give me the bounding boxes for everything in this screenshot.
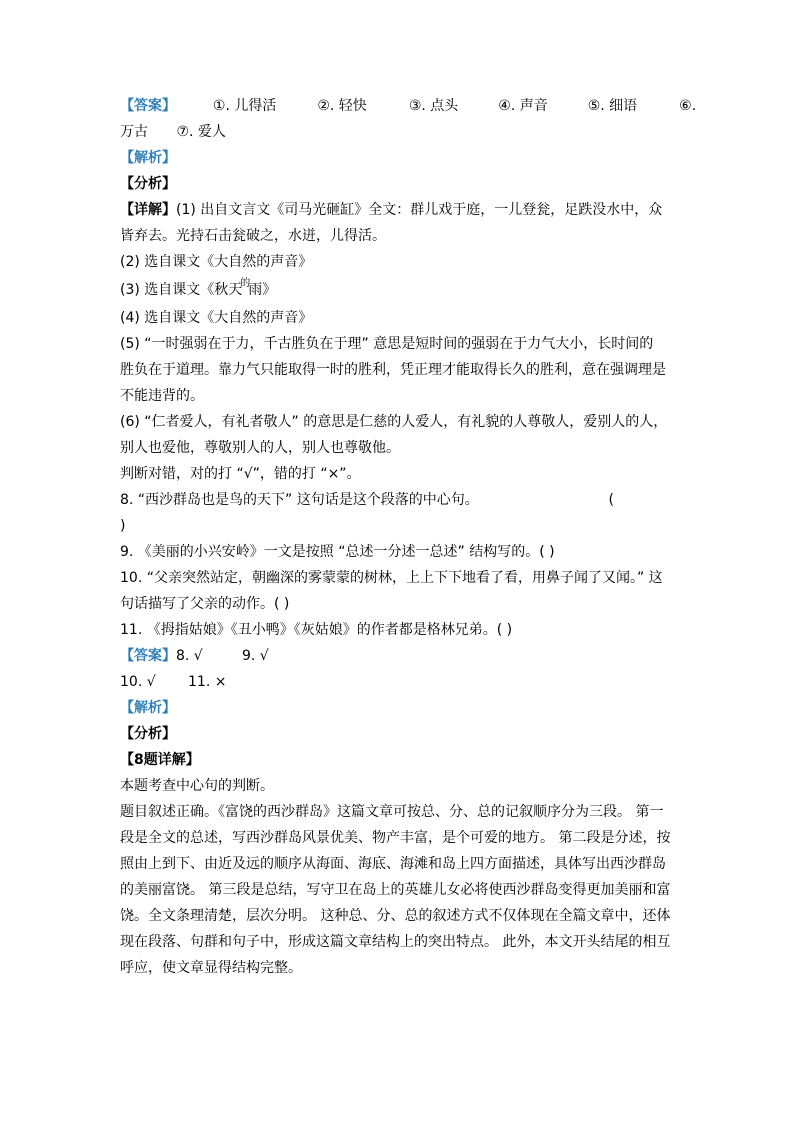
detail-line: 别人也爱他，尊敬别人的人，别人也尊敬他。 (120, 440, 400, 456)
q8-detail-line: 饶。全文条理清楚，层次分明。 这种总、分、总的叙述方式不仅体现在全篇文章中，还体 (120, 908, 671, 924)
answer-option: ①. 儿得活 (212, 98, 277, 114)
detail-tag: 【详解】 (120, 202, 176, 218)
answer-option: 万古 (120, 124, 148, 140)
q8-detail-line: 段是全文的总述，写西沙群岛风景优美、物产丰富，是个可爱的地方。 第二段是分述，按 (120, 830, 671, 846)
detail-line: (4) 选自课文《大自然的声音》 (120, 310, 313, 326)
question-10: 10. “父亲突然站定，朝幽深的雾蒙蒙的树林，上上下下地看了看，用鼻子闻了又闻。” 这 (120, 570, 663, 586)
answer-option: ②. 轻快 (317, 98, 367, 114)
detail-line: (5) “一时强弱在于力，千古胜负在于理” 意思是短时间的强弱在于力气大小，长时间的 (120, 336, 654, 352)
answer-item: 9. √ (242, 648, 269, 664)
answer-option: ④. 声音 (498, 98, 548, 114)
question-9: 9. 《美丽的小兴安岭》一文是按照 “总述一分述一总述” 结构写的。( ) (120, 544, 555, 560)
question-11: 11. 《拇指姑娘》《丑小鸭》《灰姑娘》的作者都是格林兄弟。( ) (120, 622, 513, 638)
answer-tag: 【答案】 (120, 98, 176, 114)
q8-detail-line: 现在段落、句群和句子中，形成这篇文章结构上的突出特点。 此外，本文开头结尾的相互 (120, 934, 671, 950)
q8-detail-line: 呼应，使文章显得结构完整。 (120, 960, 302, 976)
question-10-cont: 句话描写了父亲的动作。( ) (120, 596, 290, 612)
judge-intro: 判断对错，对的打 “√”，错的打 “×”。 (120, 466, 361, 482)
detail-line: 不能违背的。 (120, 388, 204, 404)
answer-item: 8. √ (176, 648, 203, 664)
answer-item: 10. √ (120, 674, 156, 690)
detail-line: (2) 选自课文《大自然的声音》 (120, 254, 313, 270)
answer-option: ⑦. 爱人 (176, 124, 226, 140)
answer-tag: 【答案】 (120, 648, 176, 664)
answer-line-1 (120, 93, 697, 119)
question-8: 8. “西沙群岛也是鸟的天下” 这句话是这个段落的中心句。 ( (120, 492, 614, 508)
detail-line: (6) “仁者爱人，有礼者敬人” 的意思是仁慈的人爱人，有礼貌的人尊敬人，爱别人的人， (120, 414, 668, 430)
answer-item: 11. × (188, 674, 227, 690)
answer-line-2 (120, 119, 676, 145)
detail-line: 胜负在于道理。靠力气只能取得一时的胜利，凭正理才能取得长久的胜利，意在强调理是 (120, 362, 666, 378)
detail-line: 【详解】(1) 出自文言文《司马光砸缸》全文：群儿戏于庭，一儿登瓮，足跌没水中，众 (120, 202, 663, 218)
answer-line-3 (120, 643, 676, 669)
fenxi-heading: 【分析】 (120, 176, 176, 192)
jiexi-heading: 【解析】 (120, 150, 176, 166)
question-8-cont: ) (120, 518, 126, 534)
detail-line: (3) 选自课文《秋天$^的$雨》 (120, 278, 277, 298)
answer-option: ⑥. (679, 98, 697, 114)
q8-detail-line: 的美丽富饶。 第三段是总结，写守卫在岛上的英雄儿女必将使西沙群岛变得更加美丽和富 (120, 882, 671, 898)
fenxi-heading: 【分析】 (120, 726, 176, 742)
q8-detail-heading: 【8题详解】 (120, 752, 200, 768)
q8-detail-line: 本题考查中心句的判断。 (120, 778, 274, 794)
document-page (120, 93, 697, 981)
answer-line-4 (120, 669, 676, 695)
q8-detail-line: 题目叙述正确。《富饶的西沙群岛》这篇文章可按总、分、总的记叙顺序分为三段。 第一 (120, 804, 664, 820)
detail-line: 皆弃去。光持石击瓮破之，水迸，儿得活。 (120, 228, 386, 244)
answer-option: ③. 点头 (408, 98, 459, 114)
jiexi-heading: 【解析】 (120, 700, 176, 716)
q8-detail-line: 照由上到下、由近及远的顺序从海面、海底、海滩和岛上四方面描述，具体写出西沙群岛 (120, 856, 666, 872)
answer-option: ⑤. 细语 (587, 98, 638, 114)
